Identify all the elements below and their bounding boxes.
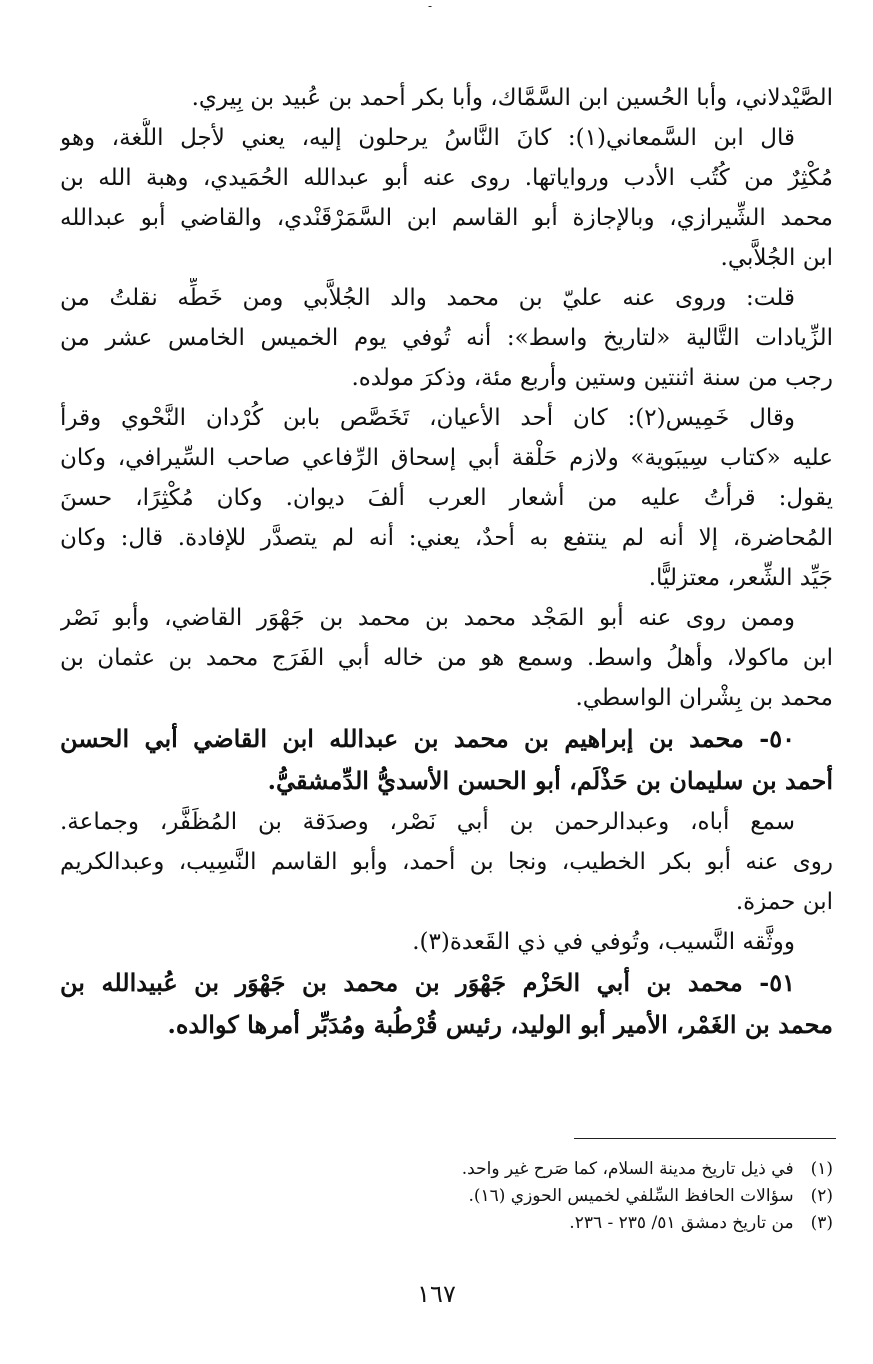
entry-line: محمد بن الغَمْر، الأمير أبو الوليد، رئيس قُرْطُبة ومُدَبِّر أمرها كوالده.: [167, 1010, 833, 1039]
paragraph-narrators: [60, 598, 833, 718]
text-line: ابن ماكولا، وأهلُ واسط. وسمع هو من خاله أبي الفَرَج محمد بن عثمان بن: [60, 645, 833, 671]
main-text: [60, 78, 833, 1046]
text-line: الصَّيْدلاني، وأبا الحُسين ابن السَّمَّاك، وأبا بكر أحمد بن عُبيد بن بِيري.: [191, 85, 833, 111]
footnote-divider: [574, 1138, 836, 1139]
text-line: عليه «كتاب سِيبَوية» ولازم حَلْقة أبي إسحاق الرِّفاعي صاحب السِّيرافي، وكان: [60, 445, 833, 471]
text-line: الزِّيادات التَّالية «لتاريخ واسط»: أنه تُوفي يوم الخميس الخامس عشر من: [60, 325, 833, 351]
text-line: قال ابن السَّمعاني(١): كانَ النَّاسُ يرحلون إليه، يعني لأجل اللُّغة، وهو: [60, 125, 795, 151]
paragraph-trusted: [60, 922, 833, 962]
footnote-number: (٢): [810, 1186, 833, 1206]
footnote-text: من تاريخ دمشق ٥١/ ٢٣٥ - ٢٣٦.: [569, 1213, 794, 1233]
text-line: سمع أباه، وعبدالرحمن بن أبي نَصْر، وصدَقة بن المُظَفَّر، وجماعة.: [60, 809, 795, 835]
footnote-number: (٣): [810, 1213, 833, 1233]
entry-line: ٥٠- محمد بن إبراهيم بن محمد بن عبدالله ابن القاضي أبي الحسن: [60, 724, 795, 753]
footnote-number: (١): [810, 1159, 833, 1179]
entry-line: ٥١- محمد بن أبي الحَزْم جَهْوَر بن محمد بن جَهْوَر بن عُبيدالله بن: [60, 968, 795, 997]
page-number: ١٦٧: [417, 1280, 456, 1308]
footnote: [133, 1156, 833, 1183]
entry-heading-51: [60, 962, 833, 1046]
footnote-text: في ذيل تاريخ مدينة السلام، كما صَرح غير واحد.: [461, 1159, 794, 1179]
paragraph-samani: [60, 118, 833, 278]
entry-heading-50: [60, 718, 833, 802]
text-line: يقول: قرأتُ عليه من أشعار العرب ألفَ ديوان. وكان مُكْثِرًا، حسنَ: [60, 485, 833, 511]
footnote: [133, 1183, 833, 1210]
text-line: محمد الشِّيرازي، وبالإجازة أبو القاسم ابن السَّمَرْقَنْدي، والقاضي أبو عبدالله: [60, 205, 833, 231]
paragraph-qult: [60, 278, 833, 398]
footnote: [133, 1210, 833, 1237]
text-line: رجب من سنة اثنتين وستين وأربع مئة، وذكرَ مولده.: [351, 365, 833, 391]
text-line: قلت: وروى عنه عليّ بن محمد والد الجُلاَّبي ومن خَطِّه نقلتُ من: [60, 285, 795, 311]
text-line: ووثَّقه النَّسيب، وتُوفي في ذي القَعدة(٣).: [412, 929, 795, 955]
paragraph-heard: [60, 802, 833, 922]
top-mark: -: [428, 0, 433, 13]
paragraph-khamis: [60, 398, 833, 598]
footnotes: [133, 1156, 833, 1237]
text-line: وقال خَمِيس(٢): كان أحد الأعيان، تَخَصَّص بابن كُرْدان النَّحْوي وقرأ: [60, 405, 795, 431]
text-line: روى عنه أبو بكر الخطيب، ونجا بن أحمد، وأبو القاسم النَّسِيب، وعبدالكريم: [60, 849, 833, 875]
text-line: جَيِّد الشِّعر، معتزليًّا.: [648, 565, 833, 591]
text-line: محمد بن بِشْران الواسطي.: [575, 685, 833, 711]
text-line: ابن حمزة.: [735, 889, 833, 915]
footnote-text: سؤالات الحافظ السِّلفي لخميس الحوزي (١٦).: [468, 1186, 794, 1206]
text-line: المُحاضرة، إلا أنه لم ينتفع به أحدٌ، يعني: أنه لم يتصدَّر للإفادة. قال: وكان: [60, 525, 833, 551]
text-line: وممن روى عنه أبو المَجْد محمد بن محمد بن جَهْوَر القاضي، وأبو نَصْر: [60, 605, 795, 631]
paragraph-continuation: [60, 78, 833, 118]
text-line: مُكْثِرٌ من كُتُب الأدب ورواياتها. روى عنه أبو عبدالله الحُمَيدي، وهبة الله بن: [60, 165, 833, 191]
text-line: ابن الجُلاَّبي.: [720, 245, 833, 271]
entry-line: أحمد بن سليمان بن حَذْلَم، أبو الحسن الأسديُّ الدِّمشقيُّ.: [267, 766, 833, 795]
